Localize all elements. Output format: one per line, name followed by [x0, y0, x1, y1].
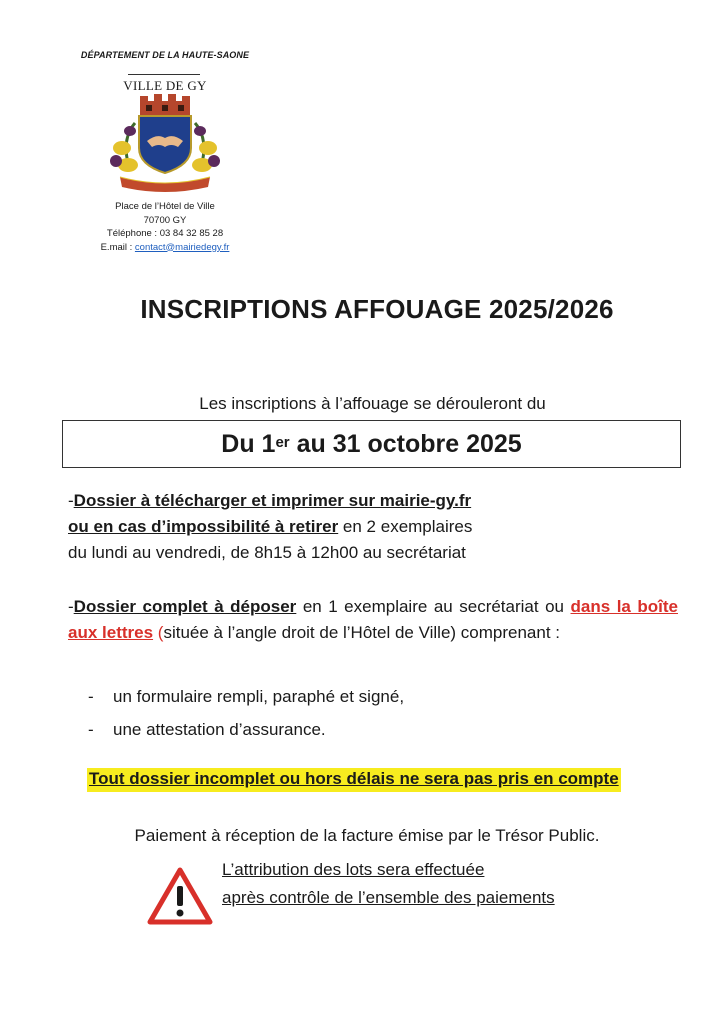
mailbox-paren: ( — [153, 623, 164, 642]
town-name: VILLE DE GY — [123, 78, 207, 93]
page-title: INSCRIPTIONS AFFOUAGE 2025/2026 — [140, 294, 614, 324]
email-line — [60, 241, 270, 255]
lot-attribution-notice — [222, 856, 642, 912]
download-instruction: Dossier à télécharger et imprimer sur mairie-gy.fr — [73, 491, 472, 510]
mailbox-location: située à l’angle droit de l’Hôtel de Ville) comprenant : — [163, 623, 561, 642]
list-item: - une attestation d’assurance. — [88, 720, 326, 739]
registration-dates-box — [62, 420, 681, 468]
intro-text: Les inscriptions à l’affouage se dérouleront du — [199, 394, 546, 413]
submission-instruction: Dossier complet à déposer — [73, 597, 297, 616]
attribution-line-1: L’attribution des lots sera effectuée — [222, 860, 485, 879]
mailbox-highlight: dans la boîte aux lettres — [68, 597, 678, 642]
email-link[interactable]: contact@mairiedegy.fr — [134, 241, 230, 253]
payment-notice: Paiement à réception de la facture émise par le Trésor Public. — [134, 826, 600, 845]
email-label: E.mail : — [100, 241, 135, 253]
office-hours: du lundi au vendredi, de 8h15 à 12h00 au secrétariat — [68, 543, 466, 562]
town-rule — [128, 74, 200, 75]
dates-ordinal: er — [275, 433, 290, 451]
address-street: Place de l’Hôtel de Ville — [115, 201, 215, 212]
submission-text: en 1 exemplaire au secrétariat ou — [296, 597, 571, 616]
attribution-line-2: après contrôle de l’ensemble des paiements — [222, 888, 555, 907]
submission-paragraph: -Dossier complet à déposer en 1 exemplaire au secrétariat ou dans la boîte aux lettres (située à l’angle droit de l’Hôtel de Ville) comprenant : — [68, 597, 678, 642]
download-paragraph: -Dossier à télécharger et imprimer sur mairie-gy.fr ou en cas d’impossibilité à retirer en 2 exemplaires du lundi au vendredi, de 8h15 à 12h00 au secrétariat — [68, 488, 678, 566]
dates-suffix: au 31 octobre 2025 — [289, 429, 522, 458]
phone-number: Téléphone : 03 84 32 85 28 — [106, 228, 224, 239]
list-item: - un formulaire rempli, paraphé et signé, — [88, 687, 405, 706]
dates-prefix: Du 1 — [221, 429, 276, 458]
pickup-instruction: ou en cas d’impossibilité à retirer — [68, 517, 339, 536]
department-label: DÉPARTEMENT DE LA HAUTE-SAONE — [80, 50, 250, 60]
address-postcode: 70700 GY — [143, 214, 187, 226]
copies-text: en 2 exemplaires — [338, 517, 473, 536]
town-hall-address — [60, 200, 270, 254]
required-documents-list — [88, 680, 404, 746]
incomplete-file-warning: Tout dossier incomplet ou hors délais ne sera pas pris en compte — [87, 768, 621, 792]
town-crest-logo — [102, 93, 228, 195]
warning-triangle-icon — [146, 866, 214, 926]
